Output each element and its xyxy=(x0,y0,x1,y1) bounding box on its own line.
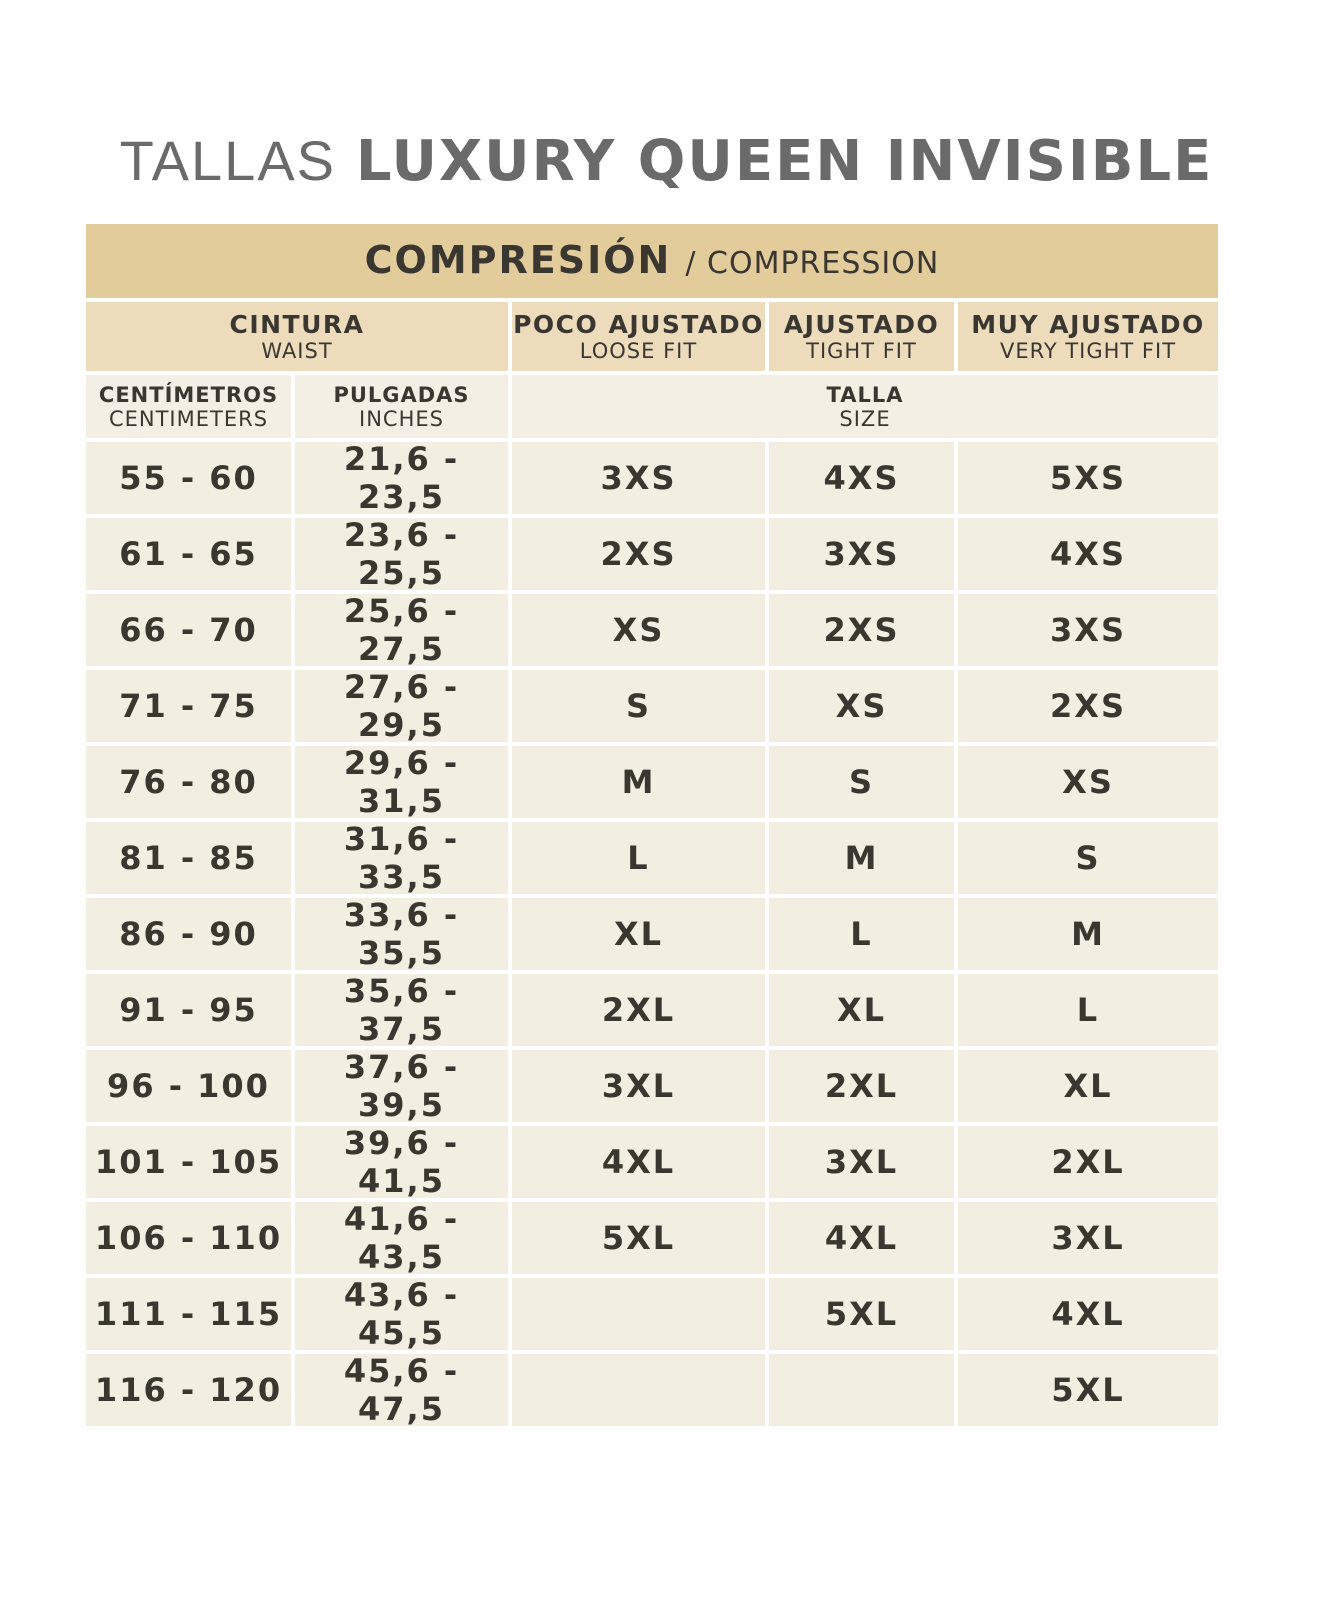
table-cell-inches: 43,6 - 45,5 xyxy=(295,1278,508,1350)
table-cell-inches: 23,6 - 25,5 xyxy=(295,518,508,590)
table-cell-cm: 101 - 105 xyxy=(86,1126,291,1198)
table-cell-tight-fit: 5XL xyxy=(769,1278,954,1350)
subheader-size-en: SIZE xyxy=(839,406,891,431)
table-cell-cm: 76 - 80 xyxy=(86,746,291,818)
compression-band xyxy=(86,224,1218,298)
header-tight-es: AJUSTADO xyxy=(783,310,940,339)
header-loose-fit xyxy=(512,302,765,371)
subheader-cm-en: CENTIMETERS xyxy=(108,406,269,431)
table-cell-cm: 96 - 100 xyxy=(86,1050,291,1122)
table-cell-tight-fit: M xyxy=(769,822,954,894)
table-cell-inches: 27,6 - 29,5 xyxy=(295,670,508,742)
title-bold: LUXURY QUEEN INVISIBLE xyxy=(355,129,1214,194)
table-cell-inches: 45,6 - 47,5 xyxy=(295,1354,508,1426)
table-cell-very-tight-fit: 4XL xyxy=(958,1278,1218,1350)
header-very-tight-fit xyxy=(958,302,1218,371)
subheader-inches xyxy=(295,375,508,438)
table-cell-very-tight-fit: 2XS xyxy=(958,670,1218,742)
table-cell-tight-fit: 4XS xyxy=(769,442,954,514)
table-cell-loose-fit: XS xyxy=(512,594,765,666)
size-table xyxy=(86,224,1218,1426)
table-cell-very-tight-fit: M xyxy=(958,898,1218,970)
header-waist-es: CINTURA xyxy=(229,310,365,339)
page-title xyxy=(0,128,1333,194)
table-cell-very-tight-fit: 5XL xyxy=(958,1354,1218,1426)
table-cell-tight-fit: 2XS xyxy=(769,594,954,666)
table-cell-very-tight-fit: 3XS xyxy=(958,594,1218,666)
table-cell-cm: 66 - 70 xyxy=(86,594,291,666)
table-cell-inches: 21,6 - 23,5 xyxy=(295,442,508,514)
table-cell-inches: 31,6 - 33,5 xyxy=(295,822,508,894)
table-cell-loose-fit: XL xyxy=(512,898,765,970)
table-cell-tight-fit: 3XS xyxy=(769,518,954,590)
table-cell-cm: 81 - 85 xyxy=(86,822,291,894)
table-cell-tight-fit: 3XL xyxy=(769,1126,954,1198)
table-cell-cm: 86 - 90 xyxy=(86,898,291,970)
table-cell-very-tight-fit: 4XS xyxy=(958,518,1218,590)
table-cell-very-tight-fit: XS xyxy=(958,746,1218,818)
table-cell-inches: 33,6 - 35,5 xyxy=(295,898,508,970)
header-very-tight-es: MUY AJUSTADO xyxy=(971,310,1205,339)
table-cell-very-tight-fit: S xyxy=(958,822,1218,894)
table-cell-loose-fit xyxy=(512,1278,765,1350)
subheader-size xyxy=(512,375,1218,438)
table-cell-cm: 106 - 110 xyxy=(86,1202,291,1274)
table-cell-inches: 39,6 - 41,5 xyxy=(295,1126,508,1198)
table-cell-cm: 111 - 115 xyxy=(86,1278,291,1350)
table-cell-loose-fit: 3XS xyxy=(512,442,765,514)
table-cell-inches: 41,6 - 43,5 xyxy=(295,1202,508,1274)
table-cell-cm: 116 - 120 xyxy=(86,1354,291,1426)
table-cell-inches: 25,6 - 27,5 xyxy=(295,594,508,666)
table-cell-inches: 37,6 - 39,5 xyxy=(295,1050,508,1122)
table-cell-very-tight-fit: L xyxy=(958,974,1218,1046)
header-tight-fit xyxy=(769,302,954,371)
subheader-in-es: PULGADAS xyxy=(333,382,470,407)
table-cell-loose-fit xyxy=(512,1354,765,1426)
subheader-size-es: TALLA xyxy=(826,382,904,407)
subheader-centimeters xyxy=(86,375,291,438)
table-cell-cm: 55 - 60 xyxy=(86,442,291,514)
table-cell-loose-fit: 3XL xyxy=(512,1050,765,1122)
table-cell-inches: 35,6 - 37,5 xyxy=(295,974,508,1046)
header-tight-en: TIGHT FIT xyxy=(806,339,917,363)
table-cell-cm: 61 - 65 xyxy=(86,518,291,590)
table-cell-tight-fit: XS xyxy=(769,670,954,742)
table-cell-inches: 29,6 - 31,5 xyxy=(295,746,508,818)
table-cell-loose-fit: 4XL xyxy=(512,1126,765,1198)
table-cell-loose-fit: L xyxy=(512,822,765,894)
header-loose-en: LOOSE FIT xyxy=(579,339,698,363)
table-cell-tight-fit xyxy=(769,1354,954,1426)
table-cell-loose-fit: 2XS xyxy=(512,518,765,590)
table-cell-tight-fit: 2XL xyxy=(769,1050,954,1122)
table-cell-very-tight-fit: 2XL xyxy=(958,1126,1218,1198)
subheader-cm-es: CENTÍMETROS xyxy=(98,382,279,407)
subheader-in-en: INCHES xyxy=(359,406,444,431)
header-loose-es: POCO AJUSTADO xyxy=(513,310,764,339)
band-en: / COMPRESSION xyxy=(685,246,940,281)
table-cell-loose-fit: M xyxy=(512,746,765,818)
band-es: COMPRESIÓN xyxy=(364,238,672,282)
table-cell-loose-fit: S xyxy=(512,670,765,742)
table-cell-tight-fit: S xyxy=(769,746,954,818)
header-very-tight-en: VERY TIGHT FIT xyxy=(999,339,1177,363)
header-waist-en: WAIST xyxy=(261,339,333,363)
table-cell-cm: 71 - 75 xyxy=(86,670,291,742)
table-cell-very-tight-fit: XL xyxy=(958,1050,1218,1122)
table-cell-loose-fit: 5XL xyxy=(512,1202,765,1274)
table-cell-very-tight-fit: 5XS xyxy=(958,442,1218,514)
table-cell-tight-fit: XL xyxy=(769,974,954,1046)
title-light: TALLAS xyxy=(119,129,337,192)
table-cell-loose-fit: 2XL xyxy=(512,974,765,1046)
table-cell-tight-fit: L xyxy=(769,898,954,970)
header-waist xyxy=(86,302,508,371)
table-cell-cm: 91 - 95 xyxy=(86,974,291,1046)
table-cell-very-tight-fit: 3XL xyxy=(958,1202,1218,1274)
table-cell-tight-fit: 4XL xyxy=(769,1202,954,1274)
